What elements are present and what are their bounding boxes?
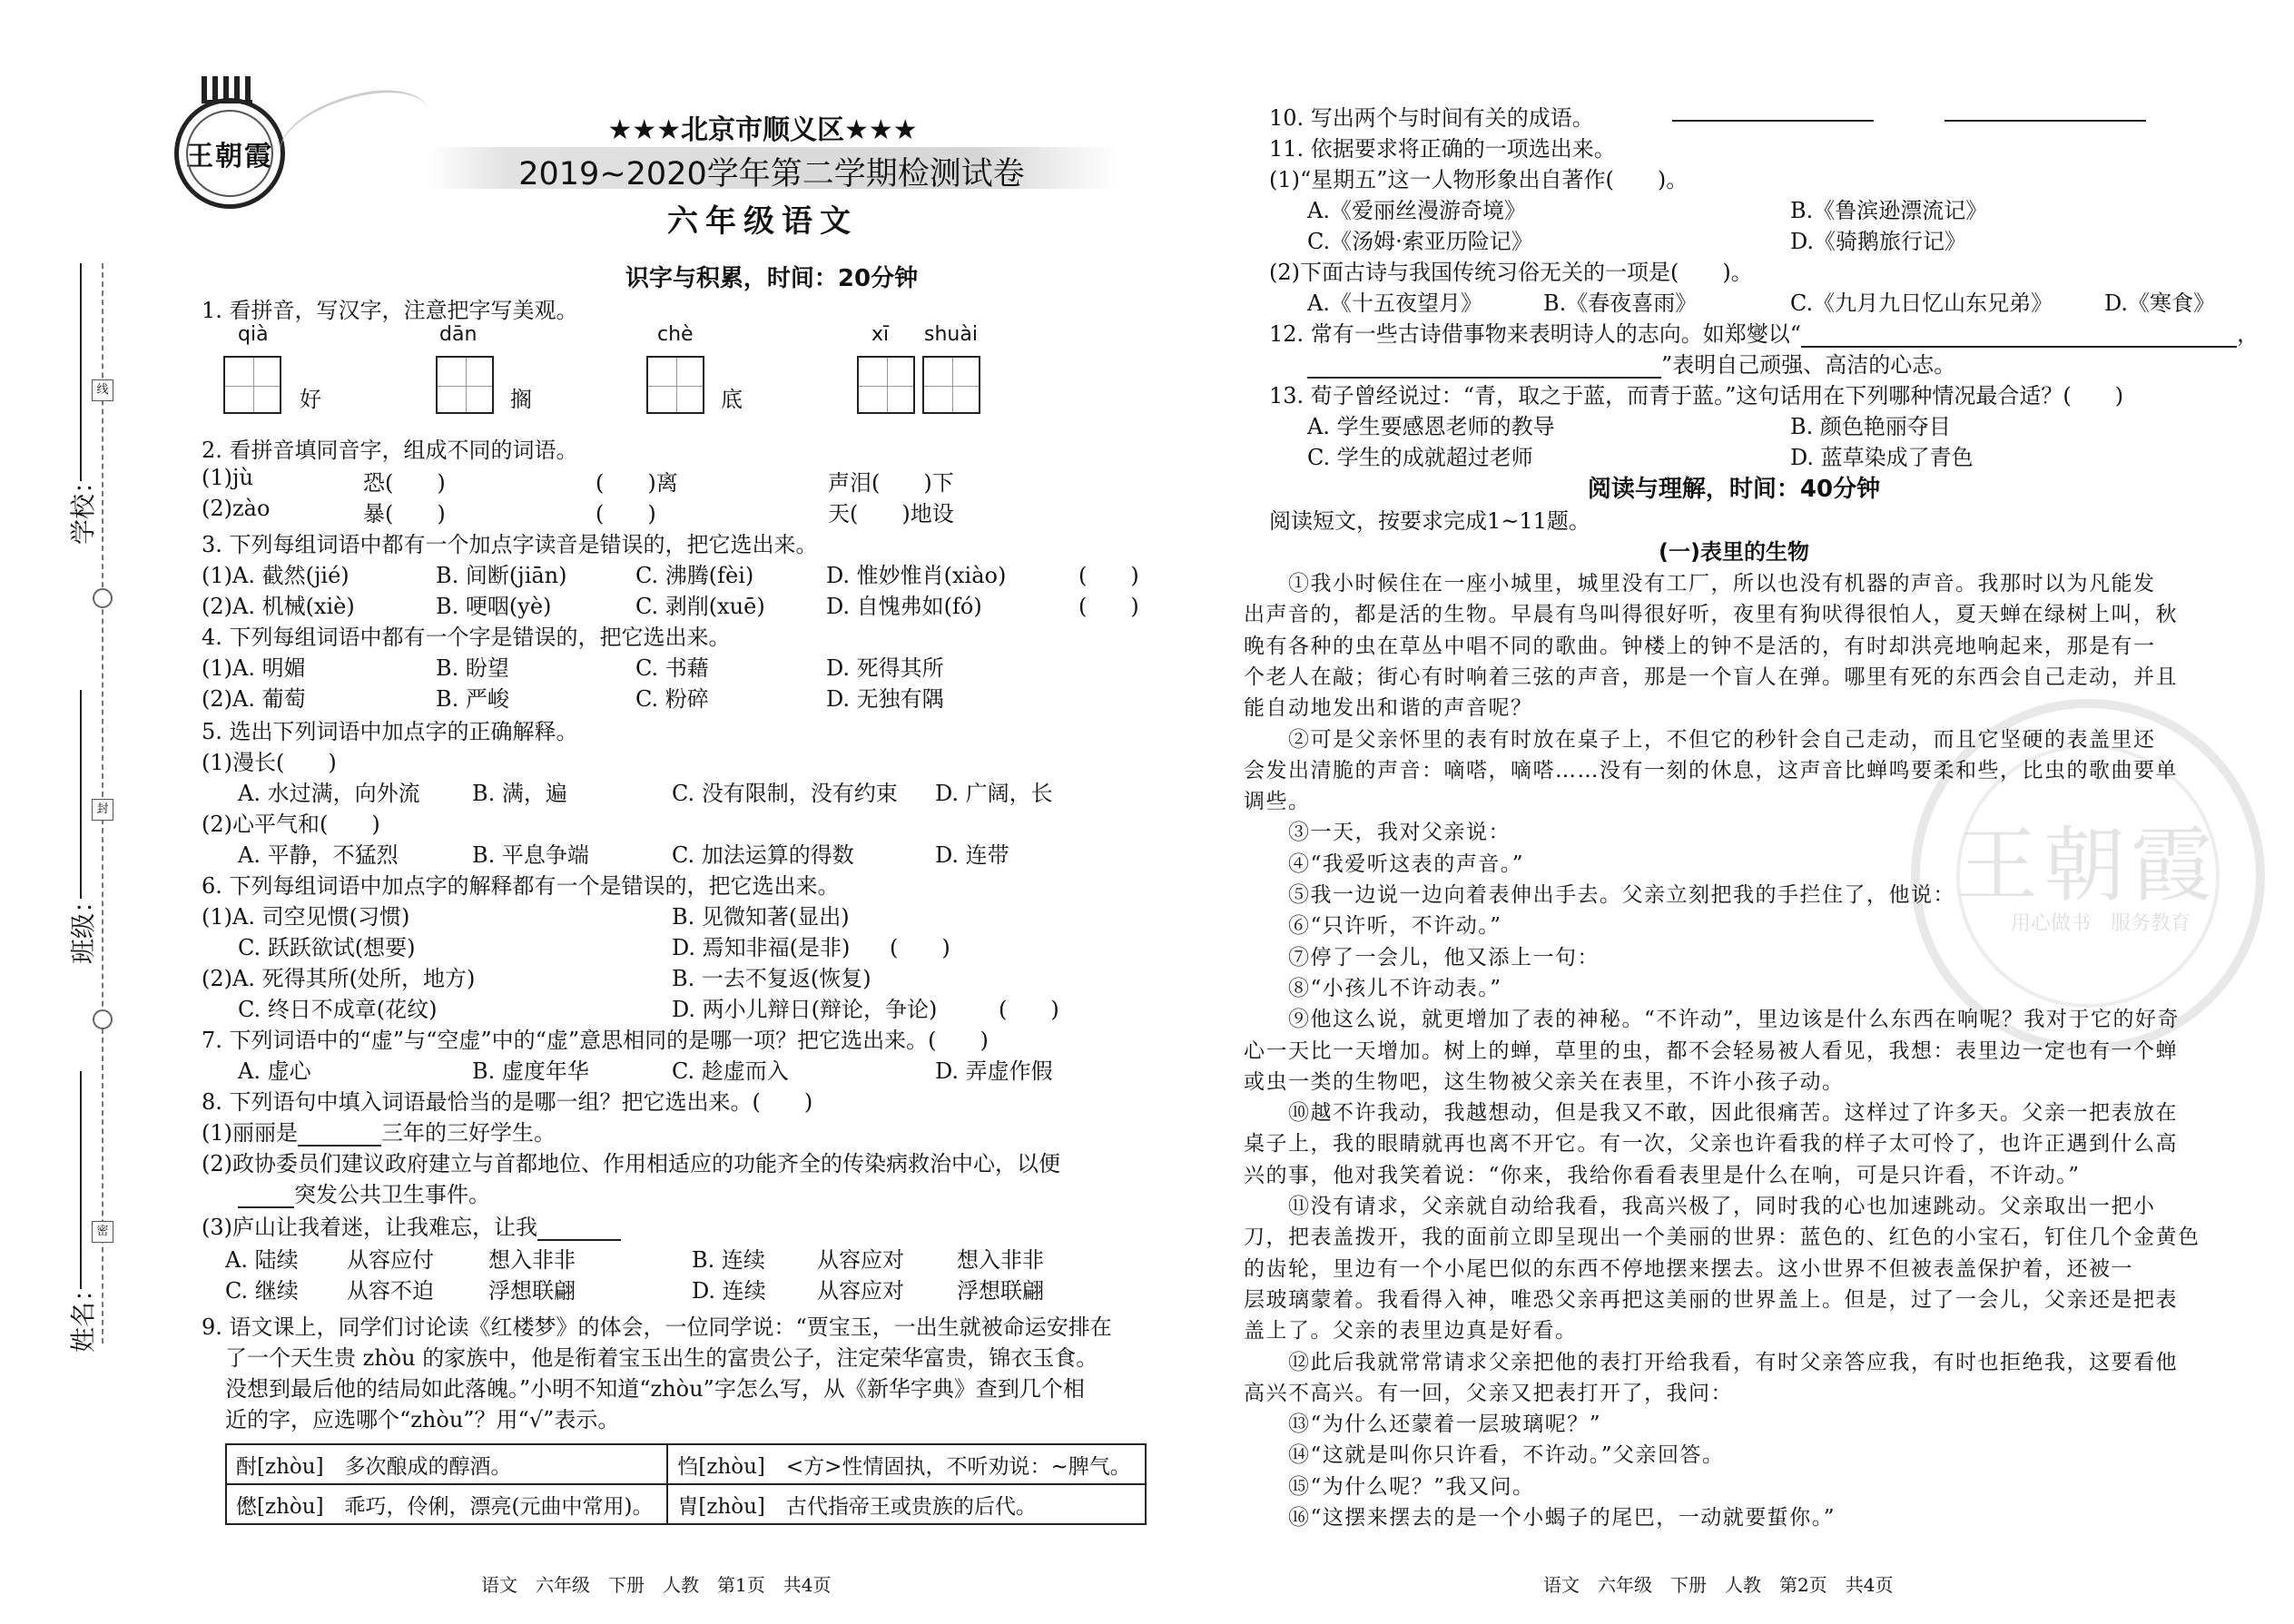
question-9-line: 没想到最后他的结局如此落魄。”小明不知道“zhòu”字怎么写，从《新华字典》查到几个相: [225, 1376, 1085, 1402]
option: A. 学生要感恩老师的教导: [1307, 414, 1555, 439]
q2-item[interactable]: 声泪( )下: [828, 470, 954, 496]
q2-item: (2)zào: [202, 496, 271, 521]
option: C. 继续: [225, 1278, 299, 1304]
fill-blank[interactable]: [537, 1221, 621, 1241]
sub-question: (1)漫长( ): [202, 750, 337, 775]
passage-line: ⑤我一边说一边向着表伸出手去。父亲立刻把我的手拦住了，他说：: [1244, 883, 1955, 907]
passage-line: ⑥“只许听，不许动。”: [1244, 914, 1502, 939]
option: 浮想联翩: [957, 1278, 1044, 1304]
option: D.《寒食》: [2104, 290, 2216, 316]
fill-blank[interactable]: [1307, 359, 1661, 379]
passage-line: 的齿轮，里边有一个小尾巴似的东西不停地摆来摆去。这小世界不但被表盖保护着，还被一: [1244, 1256, 2133, 1281]
option: B. 见微知著(显出): [672, 904, 850, 930]
option: D. 连带: [935, 842, 1009, 868]
passage-line: 晚有各种的虫在草丛中唱不同的歌曲。钟楼上的钟不是活的，有时却洪亮地响起来，那是有一: [1244, 634, 2156, 658]
passage-line: ⑯“这摆来摆去的是一个小蝎子的尾巴，一动就要蜇你。”: [1244, 1506, 1836, 1530]
writing-box[interactable]: [223, 356, 281, 414]
option: B.《鲁滨逊漂流记》: [1790, 198, 1988, 223]
writing-box[interactable]: [857, 356, 915, 414]
reading-intro: 阅读短文，按要求完成1~11题。: [1269, 508, 1590, 534]
passage-line: ⑦停了一会儿，他又添上一句：: [1244, 945, 1600, 969]
table-row: [226, 1484, 1146, 1524]
answer-paren[interactable]: ( ): [890, 935, 950, 960]
passage-line: 盖上了。父亲的表里边真是好看。: [1244, 1319, 1578, 1343]
option: 从容应对: [817, 1278, 904, 1304]
fill-blank[interactable]: [1801, 328, 2237, 348]
mi-mark: 密: [92, 1221, 113, 1243]
sub-question: (1)“星期五”这一人物形象出自著作( )。: [1269, 167, 1689, 192]
char-after: 好: [300, 387, 321, 412]
fill-blank[interactable]: [1944, 120, 2146, 122]
passage-line: ⑧“小孩儿不许动表。”: [1244, 976, 1502, 1000]
option: C. 跃跃欲试(想要): [238, 935, 416, 960]
option: D. 无独有隅: [826, 686, 944, 712]
fill-blank[interactable]: [238, 1188, 294, 1208]
section-title: 阅读与理解，时间：40分钟: [1587, 476, 1881, 503]
passage-line: 高兴不高兴。有一回，父亲又把表打开了，我问：: [1244, 1381, 1733, 1405]
binding-hole: [93, 1009, 113, 1029]
question-8: 8. 下列语句中填入词语最恰当的是哪一组？把它选出来。( ): [202, 1089, 813, 1115]
option: (1)A. 司空见惯(习惯): [202, 904, 410, 930]
q2-item[interactable]: 天( )地设: [828, 501, 954, 527]
district-title: ★★★北京市顺义区★★★: [607, 114, 918, 146]
option: B. 连续: [692, 1247, 765, 1273]
exam-title: 2019~2020学年第二学期检测试卷: [518, 156, 1025, 192]
passage-line: 个老人在敲；街心有时响着三弦的声音，那是一个盲人在弹。哪里有死的东西会自己走动，并且: [1244, 664, 2178, 689]
q2-item[interactable]: 恐( ): [363, 470, 446, 496]
section-title: 识字与积累，时间：20分钟: [625, 265, 919, 292]
option: A.《十五夜望月》: [1307, 290, 1482, 316]
option: (2)A. 机械(xiè): [202, 594, 355, 619]
option: A. 水过满，向外流: [238, 781, 420, 806]
writing-box[interactable]: [646, 356, 704, 414]
answer-paren[interactable]: ( ): [999, 997, 1059, 1022]
option: B. 颜色艳丽夺目: [1790, 414, 1951, 439]
class-label: 班级：: [68, 887, 98, 964]
option: (2)A. 葡萄: [202, 686, 306, 712]
dict-cell[interactable]: 酎[zhòu] 多次酿成的醇酒。: [226, 1444, 667, 1484]
option: B. 盼望: [436, 655, 509, 681]
writing-box[interactable]: [436, 356, 494, 414]
option: C. 学生的成就超过老师: [1307, 445, 1533, 470]
option: 浮想联翩: [488, 1278, 576, 1304]
question-6: 6. 下列每组词语中加点字的解释都有一个是错误的，把它选出来。: [202, 873, 840, 899]
option: C. 加法运算的得数: [672, 842, 854, 868]
q8-line-2: (2)政协委员们建议政府建立与首都地位、作用相适应的功能齐全的传染病救治中心，以便: [202, 1151, 1060, 1176]
option: A. 虚心: [238, 1058, 311, 1084]
option: B. 满，遍: [472, 781, 567, 806]
option: C. 沸腾(fèi): [635, 563, 754, 588]
fill-blank[interactable]: [298, 1127, 381, 1147]
dict-cell[interactable]: 僽[zhòu] 乖巧，伶俐，漂亮(元曲中常用)。: [226, 1484, 667, 1524]
question-1: 1. 看拼音，写汉字，注意把字写美观。: [202, 298, 578, 323]
line-mark: 线: [92, 379, 113, 401]
pinyin: xī: [871, 323, 890, 346]
passage-line: 会发出清脆的声音：嘀嗒，嘀嗒……没有一刻的休息，这声音比蝉鸣要柔和些，比虫的歌曲要单: [1244, 758, 2178, 782]
option: C. 终日不成章(花纹): [238, 997, 438, 1022]
question-9-line: 了一个天生贵 zhòu 的家族中，他是衔着宝玉出生的富贵公子，注定荣华富贵，锦衣玉食。: [225, 1345, 1098, 1371]
question-5: 5. 选出下列词语中加点字的正确解释。: [202, 719, 578, 744]
option: B. 间断(jiān): [436, 563, 567, 588]
pinyin: shuài: [924, 323, 978, 346]
q8-line-3: (3)庐山让我着迷，让我难忘，让我: [202, 1209, 621, 1241]
passage-line: 桌子上，我的眼睛就再也离不开它。有一次，父亲也许看我的样子太可怜了，也许正遇到什么高: [1244, 1132, 2178, 1156]
dict-cell[interactable]: 胄[zhòu] 古代指帝王或贵族的后代。: [667, 1484, 1146, 1524]
option: A.《爱丽丝漫游奇境》: [1307, 198, 1526, 223]
option: D. 惟妙惟肖(xiào): [826, 563, 1007, 588]
option: C.《九月九日忆山东兄弟》: [1790, 290, 2053, 316]
option: D. 广阔，长: [935, 781, 1053, 806]
question-12: 12. 常有一些古诗借事物来表明诗人的志向。如郑燮以“ ，: [1269, 321, 2260, 347]
option: B. 虚度年华: [472, 1058, 589, 1084]
school-fill-line[interactable]: [80, 263, 82, 481]
passage-line: ⑬“为什么还蒙着一层玻璃呢？”: [1244, 1412, 1602, 1437]
option: B.《春夜喜雨》: [1543, 290, 1698, 316]
class-fill-line[interactable]: [80, 690, 82, 899]
passage-line: ⑭“这就是叫你只许看，不许动。”父亲回答。: [1244, 1443, 1725, 1468]
question-13: 13. 荀子曾经说过：“青，取之于蓝，而青于蓝。”这句话用在下列哪种情况最合适？( ): [1269, 383, 2124, 408]
passage-line: ⑮“为什么呢？”我又问。: [1244, 1474, 1535, 1499]
option: D. 蓝草染成了青色: [1790, 445, 1974, 470]
question-9-line: 近的字，应选哪个“zhòu”？用“√”表示。: [225, 1407, 620, 1432]
option: (1)A. 截然(jié): [202, 563, 350, 588]
option: 想入非非: [488, 1247, 576, 1273]
passage-line: ⑨他这么说，就更增加了表的神秘。“不许动”，里边该是什么东西在响呢？我对于它的好奇: [1244, 1008, 2181, 1032]
dictionary-table: [225, 1443, 1147, 1525]
subject-title: 六年级语文: [667, 203, 858, 240]
option: 想入非非: [957, 1247, 1044, 1273]
question-12-line: ”表明自己顽强、高洁的心志。: [1307, 347, 1955, 379]
publisher-logo: 王朝霞: [174, 98, 285, 209]
table-row: [226, 1444, 1146, 1484]
passage-line: 刀，把表盖拨开，我的面前立即呈现出一个美丽的世界：蓝色的、红色的小宝石，钉住几个金黄色: [1244, 1225, 2200, 1250]
fill-blank[interactable]: [1672, 120, 1874, 122]
option: A. 平静，不猛烈: [238, 842, 399, 868]
option: C. 趁虚而入: [672, 1058, 789, 1084]
option: B. 严峻: [436, 686, 509, 712]
passage-line: ④“我爱听这表的声音。”: [1244, 851, 1525, 876]
watermark-text: 王朝霞: [1956, 818, 2218, 913]
option: (1)A. 明媚: [202, 655, 306, 681]
option: C. 书藉: [635, 655, 709, 681]
q2-item: (1)jù: [202, 465, 253, 490]
q8-line-1: (1)丽丽是 三年的三好学生。: [202, 1120, 556, 1146]
passage-line: 兴的事，他对我笑着说：“你来，我给你看看表里是什么在响，可是只许看，不许动。”: [1244, 1163, 2081, 1187]
option: D. 连续: [692, 1278, 766, 1304]
pinyin: chè: [657, 323, 694, 346]
passage-line: ⑩越不许我动，我越想动，但是我又不敢，因此很痛苦。这样过了许多天。父亲一把表放在: [1244, 1101, 2178, 1126]
option: B. 平息争端: [472, 842, 589, 868]
question-2: 2. 看拼音填同音字，组成不同的词语。: [202, 438, 578, 463]
option: C.《汤姆·索亚历险记》: [1307, 229, 1533, 254]
question-7: 7. 下列词语中的“虚”与“空虚”中的“虚”意思相同的是哪一项？把它选出来。( ): [202, 1028, 989, 1053]
option: D. 自愧弗如(fó): [826, 594, 982, 619]
passage-line: ②可是父亲怀里的表有时放在桌子上，不但它的秒针会自己走动，而且它坚硬的表盖里还: [1244, 727, 2156, 752]
option: D. 焉知非福(是非): [672, 935, 851, 960]
passage-line: 调些。: [1244, 790, 1311, 814]
option: D. 弄虚作假: [935, 1058, 1053, 1084]
seal-mark: 封: [92, 799, 113, 821]
char-after: 底: [721, 387, 743, 412]
sub-question: (2)心平气和( ): [202, 812, 380, 837]
dict-cell[interactable]: 㤘[zhòu] <方>性情固执，不听劝说：~脾气。: [667, 1444, 1146, 1484]
passage-line: 层玻璃蒙着。我看得入神，唯恐父亲再把这美丽的世界盖上。但是，过了一会儿，父亲还是把表: [1244, 1287, 2178, 1312]
binding-hole: [93, 588, 113, 608]
name-label: 姓名：: [68, 1275, 98, 1353]
passage-title: (一)表里的生物: [1659, 539, 1809, 565]
decorative-ribbon: [271, 80, 438, 186]
option: 从容应付: [347, 1247, 434, 1273]
question-9: 9. 语文课上，同学们讨论读《红楼梦》的体会，一位同学说：“贾宝玉，一出生就被命运安排在: [202, 1314, 1112, 1340]
question-11: 11. 依据要求将正确的一项选出来。: [1269, 136, 1616, 162]
passage-line: ①我小时候住在一座小城里，城里没有工厂，所以也没有机器的声音。我那时以为凡能发: [1244, 572, 2156, 595]
option: C. 没有限制，没有约束: [672, 781, 898, 806]
passage-line: 能自动地发出和谐的声音呢？: [1244, 696, 1533, 721]
page-footer: 语文 六年级 下册 人教 第1页 共4页: [481, 1574, 832, 1596]
option: B. 一去不复返(恢复): [672, 966, 871, 991]
watermark-subtext: 用心做书 服务教育: [2011, 912, 2191, 935]
school-label: 学校：: [68, 468, 98, 545]
writing-box[interactable]: [922, 356, 980, 414]
option: 从容应对: [817, 1247, 904, 1273]
option: C. 粉碎: [635, 686, 709, 712]
pinyin: qià: [238, 323, 269, 346]
question-10: 10. 写出两个与时间有关的成语。: [1269, 105, 1594, 131]
q2-item[interactable]: ( )离: [596, 470, 678, 496]
answer-paren[interactable]: ( ): [1078, 563, 1139, 588]
page-footer: 语文 六年级 下册 人教 第2页 共4页: [1543, 1574, 1894, 1596]
name-fill-line[interactable]: [80, 1071, 82, 1289]
passage-line: 出声音的，都是活的生物。早晨有鸟叫得很好听，夜里有狗吠得很怕人，夏天蝉在绿树上叫，秋: [1244, 603, 2178, 627]
passage-line: 或虫一类的生物吧，这生物被父亲关在表里，不许小孩子动。: [1244, 1069, 1845, 1094]
pinyin: dān: [439, 323, 478, 346]
char-after: 搁: [510, 387, 532, 412]
option: C. 剥削(xuē): [635, 594, 765, 619]
q8-line-2b: 突发公共卫生事件。: [238, 1176, 490, 1208]
q2-item[interactable]: ( ): [596, 501, 656, 527]
question-3: 3. 下列每组词语中都有一个加点字读音是错误的，把它选出来。: [202, 532, 818, 557]
passage-line: ⑪没有请求，父亲就自动给我看，我高兴极了，同时我的心也加速跳动。父亲取出一把小: [1244, 1195, 2156, 1218]
option: D. 死得其所: [826, 655, 944, 681]
q2-item[interactable]: 暴( ): [363, 501, 446, 527]
option: D.《骑鹅旅行记》: [1790, 229, 1967, 254]
answer-paren[interactable]: ( ): [1078, 594, 1139, 619]
option: D. 两小儿辩日(辩论，争论): [672, 997, 938, 1022]
question-4: 4. 下列每组词语中都有一个字是错误的，把它选出来。: [202, 625, 731, 650]
option: (2)A. 死得其所(处所，地方): [202, 966, 476, 991]
option: A. 陆续: [225, 1247, 299, 1273]
option: 从容不迫: [347, 1278, 434, 1304]
passage-line: ⑫此后我就常常请求父亲把他的表打开给我看，有时父亲答应我，有时也拒绝我，这要看他: [1244, 1350, 2178, 1374]
option: B. 哽咽(yè): [436, 594, 552, 619]
sub-question: (2)下面古诗与我国传统习俗无关的一项是( )。: [1269, 260, 1753, 285]
passage-line: ③一天，我对父亲说：: [1244, 821, 1511, 845]
passage-line: 心一天比一天增加。树上的蝉，草里的虫，都不会轻易被人看见，我想：表里边一定也有一个蝉: [1244, 1038, 2178, 1063]
